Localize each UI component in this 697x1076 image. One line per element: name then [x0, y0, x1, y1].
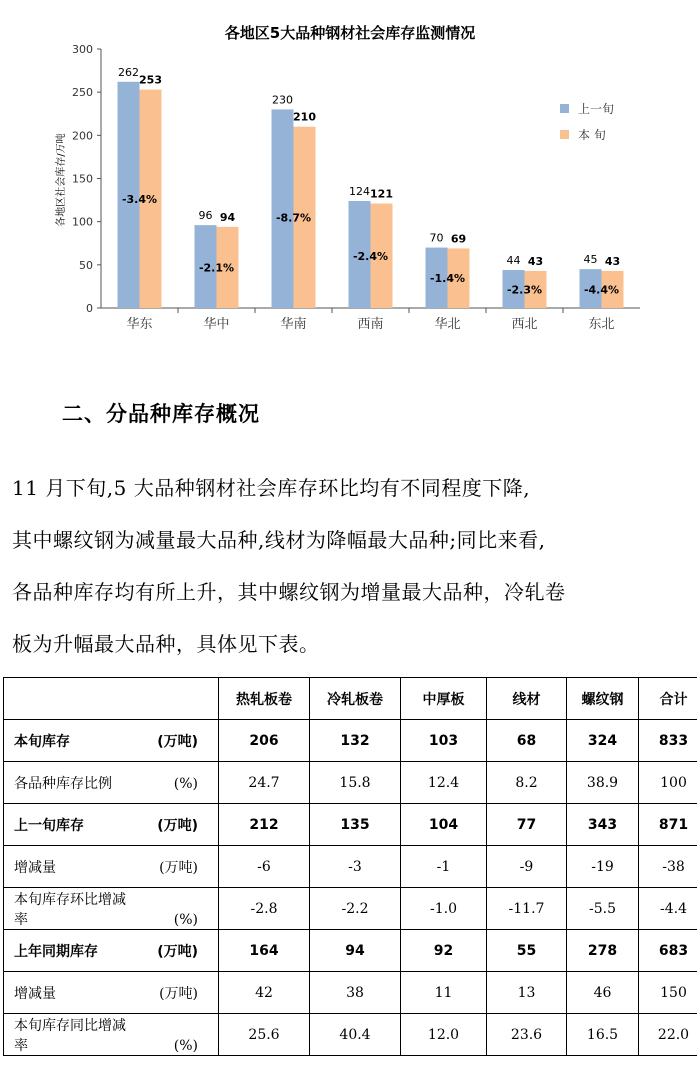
row-label-text: 上年同期库存 — [14, 943, 98, 960]
bar-value-label: 43 — [527, 254, 544, 268]
table-cell: -1 — [401, 846, 487, 888]
table-header-cell: 冷轧板卷 — [310, 678, 401, 720]
bar-value-label: 70 — [429, 231, 444, 245]
table-cell: -4.4 — [639, 888, 697, 930]
row-label-text: 上一旬库存 — [14, 817, 84, 834]
bar-value-label: 253 — [139, 73, 162, 87]
x-tick-label: 西南 — [357, 317, 384, 332]
x-tick-label: 华南 — [280, 317, 307, 332]
table-cell: 683 — [639, 930, 697, 972]
table-cell: 42 — [219, 972, 310, 1014]
table-cell: 343 — [567, 804, 639, 846]
table-cell: 25.6 — [219, 1014, 310, 1056]
bar-value-label: 44 — [506, 254, 521, 268]
table-cell: 164 — [219, 930, 310, 972]
table-cell: -1.0 — [401, 888, 487, 930]
table-row — [4, 888, 697, 930]
paragraph-line: 11 月下旬,5 大品种钢材社会库存环比均有不同程度下降, — [12, 476, 531, 500]
x-tick-label: 华北 — [434, 317, 461, 332]
table-cell: 55 — [487, 930, 567, 972]
table-row — [4, 930, 697, 972]
table-row — [4, 720, 697, 762]
table-cell: 15.8 — [310, 762, 401, 804]
table-header-row — [4, 678, 697, 720]
table-row — [4, 762, 697, 804]
table-cell: 278 — [567, 930, 639, 972]
chart-ylabel: 各地区社会库存/万吨 — [56, 133, 67, 227]
section-heading: 二、分品种库存概况 — [62, 402, 260, 426]
bar-value-label: 69 — [450, 232, 467, 246]
change-rate-label: -4.4% — [583, 283, 620, 297]
table-cell: 40.4 — [310, 1014, 401, 1056]
row-label-text: 本旬库存同比增减率 — [14, 1017, 126, 1054]
row-unit: (万吨) — [157, 943, 198, 960]
bar-value-label: 94 — [219, 210, 236, 224]
row-label-text: 本旬库存 — [14, 733, 70, 750]
table-cell: -3 — [310, 846, 401, 888]
row-label — [4, 804, 219, 846]
table-cell: 150 — [639, 972, 697, 1014]
row-unit: (万吨) — [157, 817, 198, 834]
table-header-cell: 线材 — [487, 678, 567, 720]
row-label — [4, 1014, 219, 1056]
row-label — [4, 888, 219, 930]
table-cell: 206 — [219, 720, 310, 762]
bar-value-label: 96 — [198, 209, 213, 223]
table-cell: 212 — [219, 804, 310, 846]
y-tick-label: 50 — [79, 258, 93, 272]
regional-stock-chart — [0, 0, 697, 345]
table-header-cell: 热轧板卷 — [219, 678, 310, 720]
chart-title: 各地区5大品种钢材社会库存监测情况 — [224, 24, 476, 42]
table-cell: -19 — [567, 846, 639, 888]
paragraph-line: 其中螺纹钢为减量最大品种,线材为降幅最大品种;同比来看, — [12, 528, 546, 552]
table-cell: 92 — [401, 930, 487, 972]
table-row — [4, 846, 697, 888]
table-cell: -11.7 — [487, 888, 567, 930]
table-cell: 12.0 — [401, 1014, 487, 1056]
x-tick-label: 华中 — [203, 317, 230, 332]
row-label-text: 各品种库存比例 — [14, 775, 112, 792]
bar-previous-period — [272, 109, 294, 308]
legend-swatch — [560, 104, 569, 113]
table-cell: 132 — [310, 720, 401, 762]
row-unit: (万吨) — [157, 733, 198, 750]
row-unit: (%) — [173, 775, 198, 792]
table-header-cell: 合计 — [639, 678, 697, 720]
row-label-text: 增减量 — [14, 985, 56, 1002]
table-cell: 38 — [310, 972, 401, 1014]
row-label — [4, 720, 219, 762]
table-cell: 94 — [310, 930, 401, 972]
table-header-cell: 中厚板 — [401, 678, 487, 720]
change-rate-label: -2.1% — [198, 261, 235, 275]
table-header-cell: 螺纹钢 — [567, 678, 639, 720]
bar-value-label: 210 — [293, 110, 316, 124]
bar-value-label: 262 — [118, 65, 139, 79]
table-cell: 23.6 — [487, 1014, 567, 1056]
inventory-table — [3, 677, 697, 1056]
table-cell: 833 — [639, 720, 697, 762]
chart-legend — [560, 101, 614, 142]
table-cell: 77 — [487, 804, 567, 846]
bar-value-label: 43 — [604, 254, 621, 268]
table-cell: 16.5 — [567, 1014, 639, 1056]
table-cell: 38.9 — [567, 762, 639, 804]
table-cell: 324 — [567, 720, 639, 762]
paragraph-line: 各品种库存均有所上升，其中螺纹钢为增量最大品种，冷轧卷 — [12, 580, 566, 604]
y-tick-label: 100 — [72, 215, 93, 229]
table-cell: -5.5 — [567, 888, 639, 930]
change-rate-label: -2.4% — [352, 249, 389, 263]
table-cell: -38 — [639, 846, 697, 888]
y-tick-label: 250 — [72, 86, 93, 100]
change-rate-label: -2.3% — [506, 283, 543, 297]
legend-swatch — [560, 130, 569, 139]
y-tick-label: 300 — [72, 43, 93, 56]
table-row — [4, 972, 697, 1014]
table-cell: -9 — [487, 846, 567, 888]
change-rate-label: -8.7% — [275, 211, 312, 225]
y-tick-label: 150 — [72, 172, 93, 186]
table-row — [4, 1014, 697, 1056]
table-cell: 68 — [487, 720, 567, 762]
row-unit: (%) — [173, 911, 198, 928]
x-tick-label: 西北 — [511, 317, 538, 332]
table-cell: 871 — [639, 804, 697, 846]
change-rate-label: -3.4% — [121, 192, 158, 206]
bar-value-label: 121 — [370, 187, 393, 201]
y-tick-label: 0 — [86, 302, 93, 315]
table-cell: 103 — [401, 720, 487, 762]
row-label-text: 增减量 — [14, 859, 56, 876]
table-cell: 12.4 — [401, 762, 487, 804]
table-cell: 13 — [487, 972, 567, 1014]
paragraph-line: 板为升幅最大品种，具体见下表。 — [12, 632, 320, 656]
table-cell: 135 — [310, 804, 401, 846]
table-cell: 46 — [567, 972, 639, 1014]
row-unit: (万吨) — [159, 859, 198, 876]
row-unit: (万吨) — [159, 985, 198, 1002]
bar-value-label: 230 — [272, 93, 293, 107]
section-paragraph — [12, 462, 697, 670]
bar-value-label: 124 — [349, 184, 370, 198]
table-cell: 11 — [401, 972, 487, 1014]
table-cell: 104 — [401, 804, 487, 846]
change-rate-label: -1.4% — [429, 272, 466, 286]
table-cell: -2.2 — [310, 888, 401, 930]
table-cell: 22.0 — [639, 1014, 697, 1056]
table-cell: -6 — [219, 846, 310, 888]
legend-label: 上一旬 — [578, 102, 615, 116]
row-label — [4, 972, 219, 1014]
legend-label: 本 旬 — [578, 128, 606, 142]
row-label — [4, 930, 219, 972]
table-cell: -2.8 — [219, 888, 310, 930]
table-header-cell — [4, 678, 219, 720]
bar-value-label: 45 — [583, 253, 598, 267]
table-cell: 8.2 — [487, 762, 567, 804]
row-label — [4, 846, 219, 888]
row-label — [4, 762, 219, 804]
y-tick-label: 200 — [72, 129, 93, 143]
table-row — [4, 804, 697, 846]
x-tick-label: 东北 — [588, 317, 615, 332]
x-tick-label: 华东 — [126, 317, 153, 332]
row-label-text: 本旬库存环比增减率 — [14, 891, 126, 928]
row-unit: (%) — [173, 1037, 198, 1054]
table-cell: 24.7 — [219, 762, 310, 804]
table-cell: 100 — [639, 762, 697, 804]
